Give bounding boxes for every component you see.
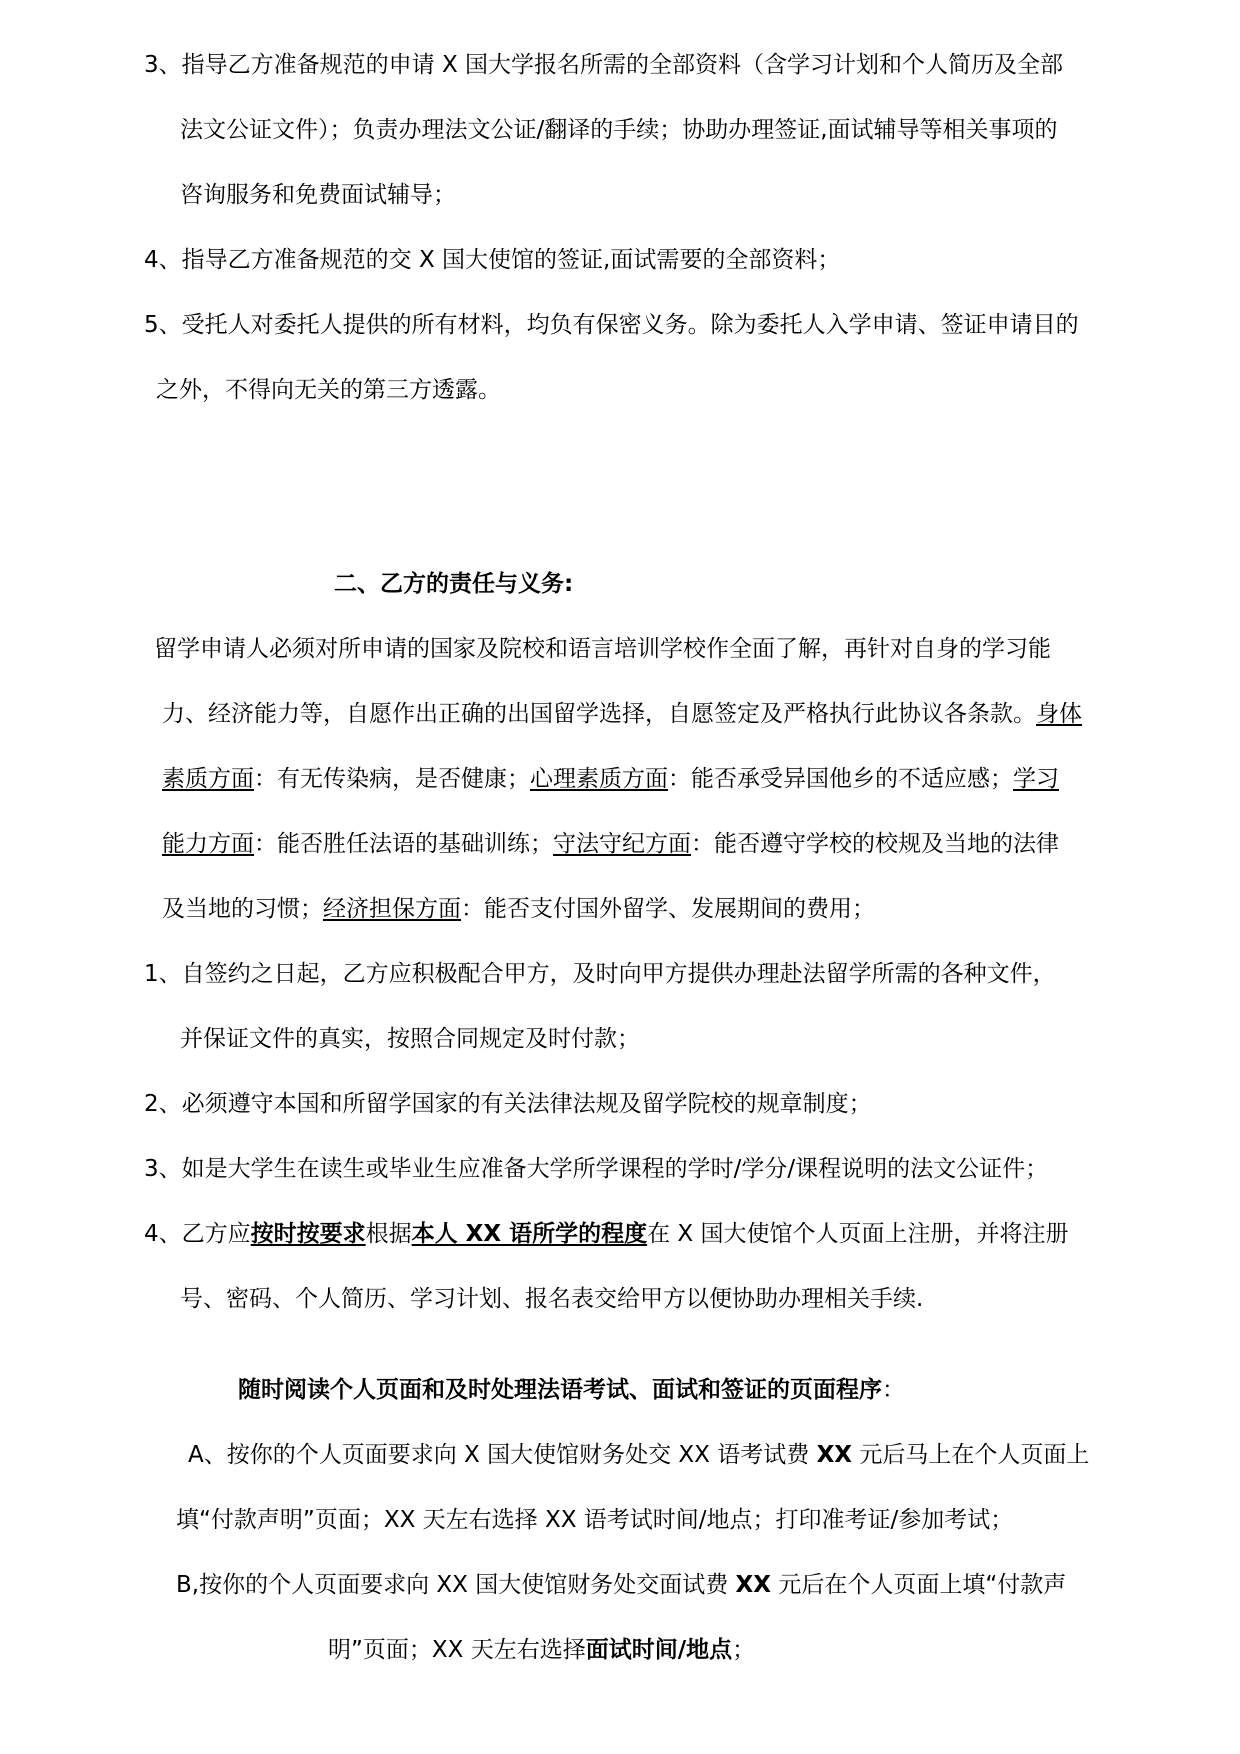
- s2-item1-line2: 并保证文件的真实，按照合同规定及时付款；: [180, 1026, 640, 1052]
- physical-quality-label-cont: 素质方面: [162, 766, 254, 792]
- s2-item4-text-d: 在 X 国大使馆个人页面上注册，并将注册: [647, 1221, 1069, 1247]
- procedure-heading-colon: ：: [882, 1377, 905, 1403]
- learning-ability-label: 学习: [1013, 766, 1059, 792]
- on-time-as-required: 按时按要求: [250, 1221, 366, 1247]
- interview-fee-amount: XX: [735, 1572, 772, 1598]
- learning-ability-label-cont: 能力方面: [162, 831, 254, 857]
- intro-line5: [162, 892, 875, 926]
- procedure-heading-text: 随时阅读个人页面和及时处理法语考试、面试和签证的页面程序: [238, 1377, 882, 1403]
- intro-line4: [162, 827, 1059, 861]
- financial-guarantee-label: 经济担保方面: [323, 896, 461, 922]
- s2-item3: 3、如是大学生在读生或毕业生应准备大学所学课程的学时/学分/课程说明的法文公证件；: [144, 1156, 1049, 1182]
- procedure-a-line2: 填“付款声明”页面；XX 天左右选择 XX 语考试时间/地点；打印准考证/参加考试；: [176, 1507, 1014, 1533]
- procedure-b-text-c: 元后在个人页面上填“付款声: [771, 1572, 1067, 1598]
- procedure-b-line2: [328, 1633, 755, 1667]
- item5-line2: 之外，不得向无关的第三方透露。: [156, 377, 501, 403]
- intro-line4-text-a: ：能否胜任法语的基础训练；: [254, 831, 553, 857]
- intro-line2: [162, 697, 1082, 731]
- intro-line1: 留学申请人必须对所申请的国家及院校和语言培训学校作全面了解，再针对自身的学习能: [154, 636, 1051, 662]
- procedure-b-text-d: 明”页面；XX 天左右选择: [328, 1637, 586, 1663]
- intro-line5-text-b: ：能否支付国外留学、发展期间的费用；: [461, 896, 875, 922]
- procedure-a-line1: [188, 1438, 1089, 1472]
- procedure-heading: [238, 1373, 905, 1407]
- procedure-b-line1: [176, 1568, 1066, 1602]
- section2-heading: 二、乙方的责任与义务:: [334, 571, 574, 597]
- interview-time-location: 面试时间/地点: [585, 1637, 733, 1663]
- s2-item4-line2: 号、密码、个人简历、学习计划、报名表交给甲方以便协助办理相关手续.: [180, 1286, 924, 1312]
- intro-line3-text-b: ：能否承受异国他乡的不适应感；: [668, 766, 1013, 792]
- exam-fee-amount: XX: [816, 1442, 853, 1468]
- language-level: 本人 XX 语所学的程度: [411, 1221, 648, 1247]
- law-abiding-label: 守法守纪方面: [553, 831, 691, 857]
- item5-line1: 5、受托人对委托人提供的所有材料，均负有保密义务。除为委托人入学申请、签证申请目的: [144, 312, 1079, 338]
- item3-line2: 法文公证文件）；负责办理法文公证/翻译的手续；协助办理签证,面试辅导等相关事项的: [180, 117, 1058, 143]
- procedure-a-text-a: A、按你的个人页面要求向 X 国大使馆财务处交 XX 语考试费: [188, 1442, 817, 1468]
- s2-item1-line1: 1、自签约之日起，乙方应积极配合甲方，及时向甲方提供办理赴法留学所需的各种文件，: [144, 961, 1056, 987]
- item3-line3: 咨询服务和免费面试辅导；: [180, 182, 456, 208]
- procedure-b-text-a: B,按你的个人页面要求向 XX 国大使馆财务处交面试费: [176, 1572, 736, 1598]
- s2-item4-text-c: 根据: [365, 1221, 412, 1247]
- intro-line3: [162, 762, 1059, 796]
- procedure-b-text-e: ；: [732, 1637, 756, 1663]
- item3-line1: 3、指导乙方准备规范的申请 X 国大学报名所需的全部资料（含学习计划和个人简历及全部: [144, 52, 1064, 78]
- intro-line3-text-a: ：有无传染病，是否健康；: [254, 766, 530, 792]
- intro-line4-text-b: ：能否遵守学校的校规及当地的法律: [691, 831, 1059, 857]
- procedure-a-text-c: 元后马上在个人页面上: [852, 1442, 1090, 1468]
- intro-line5-text-a: 及当地的习惯；: [162, 896, 323, 922]
- physical-quality-label: 身体: [1036, 701, 1082, 727]
- s2-item4-text-a: 4、乙方应: [144, 1221, 251, 1247]
- s2-item4-line1: [144, 1217, 1069, 1251]
- intro-line2-text: 力、经济能力等，自愿作出正确的出国留学选择，自愿签定及严格执行此协议各条款。: [162, 701, 1036, 727]
- mental-quality-label: 心理素质方面: [530, 766, 668, 792]
- s2-item2: 2、必须遵守本国和所留学国家的有关法律法规及留学院校的规章制度；: [144, 1091, 872, 1117]
- item4-line: 4、指导乙方准备规范的交 X 国大使馆的签证,面试需要的全部资料；: [144, 247, 841, 273]
